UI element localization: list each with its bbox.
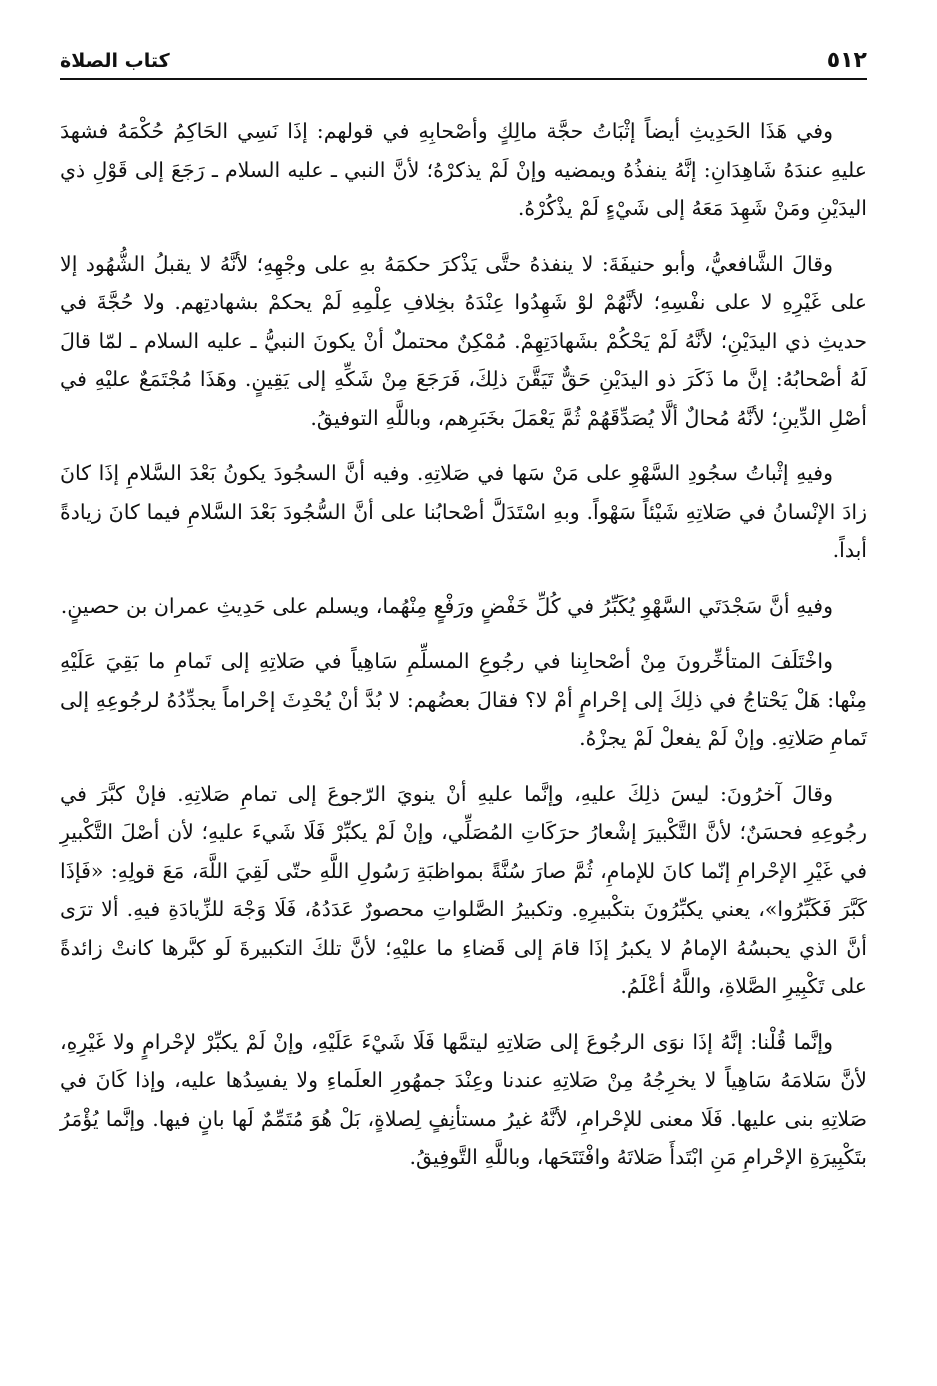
page-header [60,40,867,80]
paragraph: وإنَّما قُلْنا: إنَّهُ إذَا نوَى الرجُوعَ إلى صَلاتِهِ ليتمَّها فَلَا شَيْءَ عَلَيْهِ، وإنْ لَمْ يكبِّرْ لإحْرامٍ ولا غَيْرِهِ، لأنَّ سَلامَهُ سَاهِياً لا يخرِجُهُ مِنْ صَلاتِهِ عندنا وعِنْدَ جمهُورِ العلَماءِ ولا يفسِدُها عليه، وإذا كَانَ في صَلاتِهِ بنى عليها. فَلَا معنى للإحْرامِ، لأنَّهُ غيرُ مستأنِفٍ لِصلاةٍ، بَلْ هُوَ مُتَمِّمٌ لَها بانٍ فيها. وإنَّما يُؤْمَرُ بتَكْبِيرَةِ الإحْرامِ مَنِ ابْتَدأَ صَلاتَهُ وافْتَتَحَها، وباللَّهِ التَّوفِيقُ. [60,1029,867,1169]
paragraph: وفيهِ إثْباتُ سجُودِ السَّهْوِ على مَنْ سَها في صَلاتِهِ. وفيه أنَّ السجُودَ يكونُ بَعْدَ السَّلامِ إذَا كانَ زادَ الإنْسانُ في صَلاتِهِ شَيْئاً سَهْواً. وبهِ اسْتَدَلَّ أصْحابُنا على أنَّ السُّجُودَ بَعْدَ السَّلامِ فيما كانَ زيادةً أبداً. [60,461,867,562]
paragraph: واخْتَلَفَ المتأخِّرونَ مِنْ أصْحابِنا في رجُوعِ المسلِّمِ سَاهِياً في صَلاتِهِ إلى تَمامِ ما بَقِيَ عَلَيْهِ مِنْها: هَلْ يَحْتاجُ في ذلِكَ إلى إحْرامٍ أمْ لا؟ فقالَ بعضُهم: لا بُدَّ أنْ يُحْدِثَ إحْراماً يجدِّدُهُ لرجُوعِهِ إلى تَمامِ صَلاتِهِ. وإنْ لَمْ يفعلْ لَمْ يجزْهُ. [60,649,867,750]
page-number: ٥١٢ [826,48,867,73]
running-title: كتاب الصلاة [60,50,170,72]
paragraph: وقالَ آخرُونَ: ليسَ ذلِكَ عليهِ، وإنَّما عليهِ أنْ ينويَ الرّجوعَ إلى تمامِ صَلاتِهِ. فإنْ كبَّرَ في رجُوعِهِ فحسَنٌ؛ لأنَّ التَّكْبيرَ إشْعارُ حرَكَاتِ المُصَلِّي، وإنْ لَمْ يكبِّرْ فَلَا شَيءَ عليهِ؛ لأن أصْلَ التَّكْبيرِ في غَيْرِ الإحْرامِ إنّما كانَ للإمامِ، ثُمَّ صارَ سُنَّةً بمواظبَةِ رَسُولِ اللَّهِ حتّى لَقِيَ اللَّهَ، مَعَ قولِهِ: «فَإذَا كَبَّرَ فَكَبِّرُوا»، يعني يكبِّرُونَ بتكْبيرِهِ. وتكبيرُ الصَّلواتِ محصورٌ عَدَدُهُ، فَلَا وَجْهَ للزِّيادَةِ فيهِ. ألا ترَى أنَّ الذي يحبسُهُ الإمامُ لا يكبرُ إذَا قامَ إلى قَضاءِ ما عليْهِ؛ لأنَّ تلكَ التكبيرةَ لَو كبَّرها كانتْ زائدةً على تَكْبِيرِ الصَّلاةِ، واللَّهُ أعْلَمُ. [60,781,867,998]
paragraph: وفي هَذَا الحَدِيثِ أيضاً إثْبَاتُ حجَّة مالِكٍ وأصْحابِهِ في قولهم: إذَا نَسِي الحَاكِمُ حُكْمَهُ فشهدَ عليهِ عندَهُ شَاهِدَانِ: إنَّهُ ينفذُهُ ويمضيه وإنْ لَمْ يذكرْهُ؛ لأنَّ النبي ـ عليه السلام ـ رَجَعَ إلى قَوْلِ ذي اليدَيْنِ ومَنْ شَهِدَ مَعَهُ إلى شَيْءٍ لَمْ يذْكُرْهُ. [60,119,867,220]
paragraph: وقالَ الشَّافعيُّ، وأبو حنيفَةَ: لا ينفذهُ حتَّى يَذْكرَ حكمَهُ بهِ على وجْهِهِ؛ لأنَّهُ لا يقبلُ الشُّهُود إلا على غَيْرِهِ لا على نفْسِهِ؛ لأنَّهُمْ لوْ شَهِدُوا عِنْدَهُ بخِلافِ عِلْمِهِ لَمْ يحكمْ بشهادتِهم. ولا حُجَّةَ في حديثِ ذي اليدَيْنِ؛ لأنَّهُ لَمْ يَحْكُمْ بشَهادَتِهِمْ. مُمْكِنٌ محتملٌ أنْ يكونَ النبيُّ ـ عليه السلام ـ لمّا قالَ لَهُ أصْحابُهُ: إنَّ ما ذَكَرَ ذو اليدَيْنِ حَقٌّ تَيَقَّنَ ذلِكَ، فَرَجَعَ مِنْ شَكِّهِ إلى يَقِينٍ. وهَذَا مُجْتَمَعٌ عليْهِ في أصْلِ الدِّينِ؛ لأنَّهُ مُحالٌ ألَّا يُصَدِّقَهُمْ ثُمَّ يَعْمَلَ بخَبَرِهم، وباللَّهِ التوفيقُ. [60,251,868,430]
paragraph: وفيهِ أنَّ سَجْدَتَي السَّهْوِ يُكَبِّرُ في كُلِّ خَفْضٍ ورَفْعٍ مِنْهُما، ويسلم على حَدِيثِ عمران بن حصينٍ. [60,593,833,618]
page-body [60,112,867,1194]
